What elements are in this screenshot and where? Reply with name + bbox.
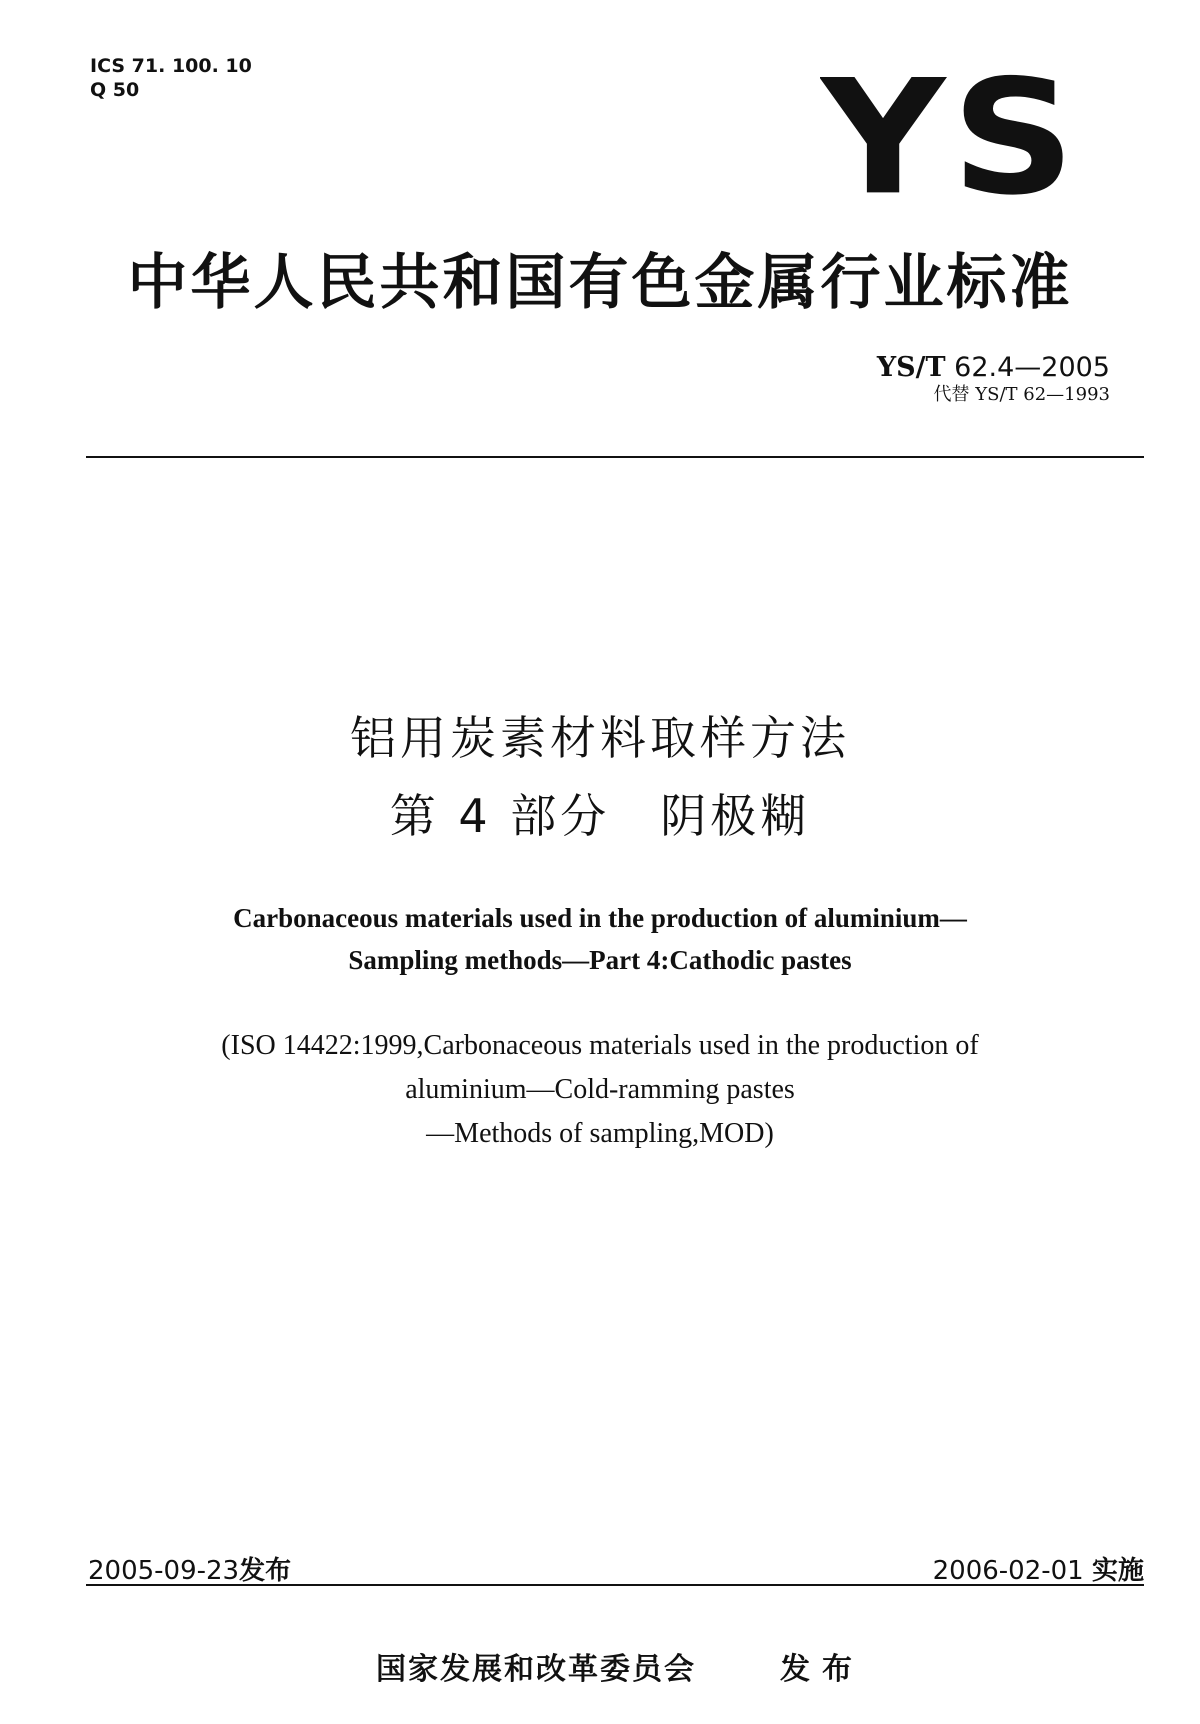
- replaces-standard: 代替 YS/T 62—1993: [933, 384, 1110, 405]
- iso-reference-line-1: (ISO 14422:1999,Carbonaceous materials used in the production of: [221, 1030, 979, 1061]
- organization-title: 中华人民共和国有色金属行业标准: [127, 248, 1073, 318]
- chinese-title-line-1: 铝用炭素材料取样方法: [350, 711, 850, 765]
- standard-number-block: [877, 352, 1110, 406]
- publisher-name: 国家发展和改革委员会: [376, 1652, 696, 1687]
- effective-date: [933, 1550, 1144, 1587]
- standard-prefix: YS/T: [876, 352, 946, 383]
- iso-reference-line-2: aluminium—Cold-ramming pastes: [405, 1074, 795, 1105]
- ys-logo-text: YS: [820, 58, 1082, 208]
- standard-code: 62.4—2005: [954, 352, 1110, 383]
- effective-date-value: 2006-02-01: [932, 1556, 1084, 1586]
- english-title-line-1: Carbonaceous materials used in the production of aluminium—: [233, 903, 967, 933]
- publish-label: 发布: [780, 1652, 864, 1687]
- issue-date-label: 发布: [239, 1556, 292, 1586]
- issue-date: [88, 1550, 291, 1587]
- classification-codes: [90, 54, 252, 102]
- bottom-divider: [86, 1584, 1144, 1586]
- effective-date-label: 实施: [1091, 1556, 1144, 1586]
- issue-date-value: 2005-09-23: [88, 1556, 240, 1586]
- top-divider: [86, 456, 1144, 458]
- chinese-title-line-2: 第 4 部分 阴极糊: [389, 789, 811, 843]
- ics-code: ICS 71. 100. 10: [90, 55, 252, 77]
- ccs-code: Q 50: [90, 79, 140, 101]
- iso-reference-line-3: —Methods of sampling,MOD): [426, 1118, 774, 1149]
- ys-logo: [820, 58, 1082, 208]
- english-title-line-2: Sampling methods—Part 4:Cathodic pastes: [348, 945, 852, 975]
- standard-number: [877, 352, 1110, 384]
